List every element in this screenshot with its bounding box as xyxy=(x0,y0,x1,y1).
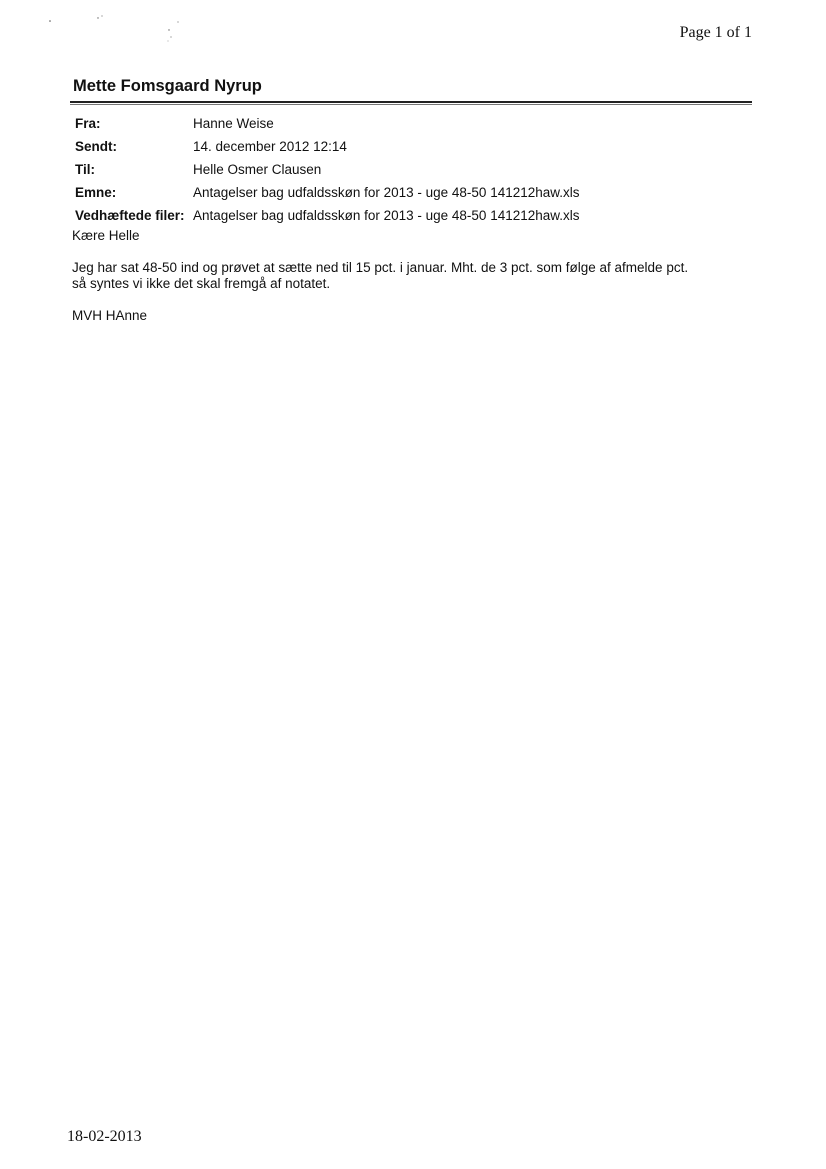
scan-specks xyxy=(40,10,200,50)
to-value: Helle Osmer Clausen xyxy=(193,162,322,177)
attachments-label: Vedhæftede filer: xyxy=(75,208,185,223)
header-row-attachments xyxy=(75,206,580,229)
email-signoff: MVH HAnne xyxy=(72,308,148,323)
email-body xyxy=(72,228,752,324)
email-header-fields xyxy=(75,114,580,229)
header-row-subject xyxy=(75,183,580,206)
attachments-value: Antagelser bag udfaldsskøn for 2013 - uge 48-50 141212haw.xls xyxy=(193,208,580,223)
header-row-sent xyxy=(75,137,580,160)
sent-value: 14. december 2012 12:14 xyxy=(193,139,347,154)
header-row-to xyxy=(75,160,580,183)
email-body-line-2: så syntes vi ikke det skal fremgå af notatet. xyxy=(72,276,331,291)
page-number: Page 1 of 1 xyxy=(679,24,752,41)
subject-value: Antagelser bag udfaldsskøn for 2013 - uge 48-50 141212haw.xls xyxy=(193,185,580,200)
from-label: Fra: xyxy=(75,116,101,131)
email-paragraph xyxy=(72,260,752,292)
sent-label: Sendt: xyxy=(75,139,117,154)
subject-label: Emne: xyxy=(75,185,117,200)
mailbox-owner-name: Mette Fomsgaard Nyrup xyxy=(73,77,262,95)
to-label: Til: xyxy=(75,162,95,177)
email-body-line-1: Jeg har sat 48-50 ind og prøvet at sætte ned til 15 pct. i januar. Mht. de 3 pct. som følge af afmelde pct. xyxy=(72,260,689,275)
header-divider-thin xyxy=(70,104,752,105)
header-divider xyxy=(70,101,752,103)
email-greeting: Kære Helle xyxy=(72,228,140,243)
header-row-from xyxy=(75,114,580,137)
from-value: Hanne Weise xyxy=(193,116,274,131)
footer-print-date: 18-02-2013 xyxy=(67,1128,142,1145)
